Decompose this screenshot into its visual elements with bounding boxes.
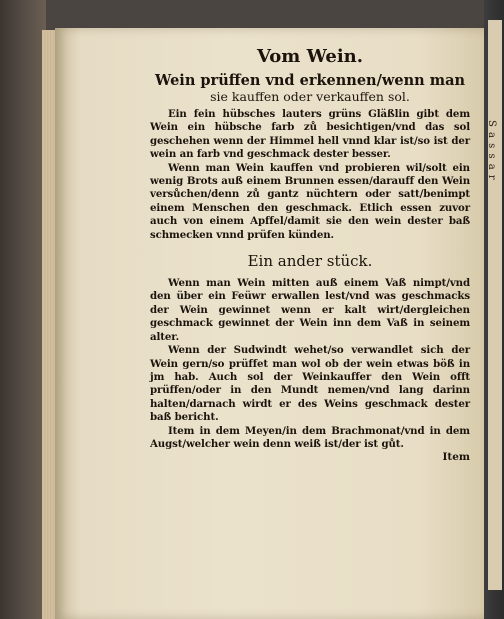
facing-page-sliver: [488, 20, 502, 590]
paragraph-3: Wenn man Wein mitten auß einem Vaß nimpt/vnd den über ein Feüwr erwallen lest/vnd was geschmacks der Wein gewinnet wenn er kalt wirt/dergleichen geschmack gewinnet der Wein inn dem Vaß in seinem alter.: [150, 277, 470, 343]
paragraph-4: Wenn der Sudwindt wehet/so verwandlet sich der Wein gern/so prüffet man wol ob der wein etwas böß in jm hab. Auch sol der Weinkauffer den Wein offt prüffen/oder in den Mundt nemen/vnd lang darinn halten/darnach wirdt er des Weins geschmack dester baß bericht.: [150, 344, 470, 424]
paragraph-2: Wenn man Wein kauffen vnd probieren wil/solt ein wenig Brots auß einem Brunnen essen/darauff den Wein versůchen/denn zů gantz nüchtern oder satt/benimpt einem Menschen den geschmack. Etlich essen zuvor auch von einem Apffel/damit sie den wein dester baß schmecken vnnd prüfen künden.: [150, 161, 470, 241]
catchword: Item: [442, 451, 470, 464]
subheading-line2: sie kauffen oder verkauffen sol.: [210, 89, 410, 104]
page-heading: Vom Wein.: [256, 46, 364, 67]
section-title: Ein ander stück.: [247, 252, 373, 271]
page-edges: [42, 30, 56, 619]
facing-page-text: S a s s a r: [486, 120, 497, 181]
subheading-line1: Wein prüffen vnd erkennen/wenn man: [154, 72, 466, 89]
paragraph-5: Item in dem Meyen/in dem Brachmonat/vnd in dem Augst/welcher wein denn weiß ist/der ist gůt.: [150, 424, 470, 450]
book-binding: [0, 0, 46, 619]
page-content: [150, 46, 470, 464]
paragraph-1: Ein fein hübsches lauters grüns Gläßlin gibt dem Wein ein hübsche farb zů besichtigen/vnd das sol geschehen wenn der Himmel hell vnnd klar ist/so ist der wein an farb vnd geschmack dester besser.: [150, 108, 470, 161]
